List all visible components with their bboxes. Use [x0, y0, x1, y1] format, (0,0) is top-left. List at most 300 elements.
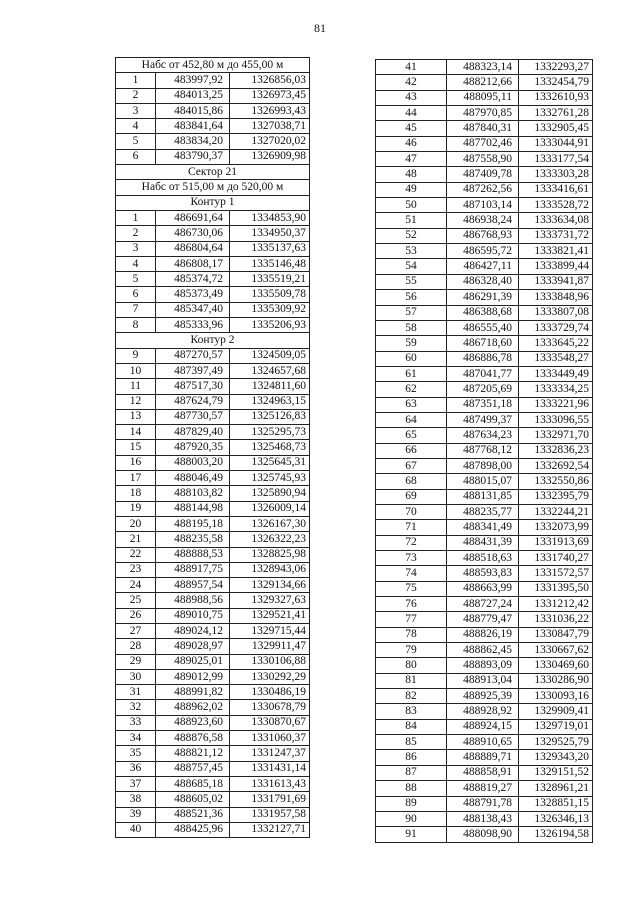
x-coordinate-cell: 486730,06 [156, 226, 230, 241]
point-number-cell: 85 [376, 735, 447, 750]
x-coordinate-cell: 487499,37 [447, 412, 519, 427]
y-coordinate-cell: 1329343,20 [519, 750, 593, 765]
table-row [376, 60, 593, 75]
x-coordinate-cell: 487041,77 [447, 366, 519, 381]
x-coordinate-cell: 486691,64 [156, 210, 230, 225]
x-coordinate-cell: 487558,90 [447, 152, 519, 167]
y-coordinate-cell: 1329525,79 [519, 735, 593, 750]
y-coordinate-cell: 1331060,37 [230, 731, 310, 746]
x-coordinate-cell: 487920,35 [156, 440, 230, 455]
y-coordinate-cell: 1331572,57 [519, 566, 593, 581]
table-row [116, 409, 310, 424]
table-row [116, 623, 310, 638]
table-row [116, 73, 310, 88]
table-row [376, 796, 593, 811]
x-coordinate-cell: 488663,99 [447, 581, 519, 596]
point-number-cell: 62 [376, 382, 447, 397]
y-coordinate-cell: 1325890,94 [230, 486, 310, 501]
x-coordinate-cell: 484013,25 [156, 88, 230, 103]
x-coordinate-cell: 488003,20 [156, 455, 230, 470]
table-row [116, 210, 310, 225]
point-number-cell: 22 [116, 547, 156, 562]
y-coordinate-cell: 1332761,28 [519, 106, 593, 121]
y-coordinate-cell: 1332905,45 [519, 121, 593, 136]
y-coordinate-cell: 1324509,05 [230, 348, 310, 363]
point-number-cell: 58 [376, 320, 447, 335]
point-number-cell: 14 [116, 425, 156, 440]
y-coordinate-cell: 1335137,63 [230, 241, 310, 256]
x-coordinate-cell: 488893,09 [447, 658, 519, 673]
y-coordinate-cell: 1331613,43 [230, 776, 310, 791]
x-coordinate-cell: 488212,66 [447, 75, 519, 90]
y-coordinate-cell: 1335309,92 [230, 302, 310, 317]
x-coordinate-cell: 489025,01 [156, 654, 230, 669]
coordinates-table-right-body [376, 60, 593, 843]
x-coordinate-cell: 488791,78 [447, 796, 519, 811]
y-coordinate-cell: 1331740,27 [519, 551, 593, 566]
y-coordinate-cell: 1332395,79 [519, 489, 593, 504]
y-coordinate-cell: 1328825,98 [230, 547, 310, 562]
table-row [376, 458, 593, 473]
point-number-cell: 70 [376, 504, 447, 519]
x-coordinate-cell: 489028,97 [156, 639, 230, 654]
point-number-cell: 44 [376, 106, 447, 121]
point-number-cell: 9 [116, 348, 156, 363]
point-number-cell: 1 [116, 210, 156, 225]
x-coordinate-cell: 488917,75 [156, 562, 230, 577]
y-coordinate-cell: 1334853,90 [230, 210, 310, 225]
table-row [376, 612, 593, 627]
section-header: Контур 1 [116, 195, 310, 210]
table-row [116, 532, 310, 547]
table-section-header-row [116, 180, 310, 195]
x-coordinate-cell: 485373,49 [156, 287, 230, 302]
table-row [376, 75, 593, 90]
x-coordinate-cell: 486768,93 [447, 228, 519, 243]
y-coordinate-cell: 1335206,93 [230, 318, 310, 333]
x-coordinate-cell: 488103,82 [156, 486, 230, 501]
y-coordinate-cell: 1331036,22 [519, 612, 593, 627]
x-coordinate-cell: 488819,27 [447, 781, 519, 796]
point-number-cell: 17 [116, 471, 156, 486]
y-coordinate-cell: 1330678,79 [230, 700, 310, 715]
point-number-cell: 1 [116, 73, 156, 88]
y-coordinate-cell: 1333729,74 [519, 320, 593, 335]
y-coordinate-cell: 1333177,54 [519, 152, 593, 167]
point-number-cell: 59 [376, 336, 447, 351]
y-coordinate-cell: 1333416,61 [519, 182, 593, 197]
x-coordinate-cell: 485333,96 [156, 318, 230, 333]
section-header: Сектор 21 [116, 165, 310, 180]
x-coordinate-cell: 487205,69 [447, 382, 519, 397]
table-row [376, 443, 593, 458]
y-coordinate-cell: 1328851,15 [519, 796, 593, 811]
x-coordinate-cell: 488323,14 [447, 60, 519, 75]
table-row [116, 807, 310, 822]
point-number-cell: 40 [116, 822, 156, 837]
table-row [376, 320, 593, 335]
y-coordinate-cell: 1328961,21 [519, 781, 593, 796]
x-coordinate-cell: 488779,47 [447, 612, 519, 627]
table-row [376, 719, 593, 734]
x-coordinate-cell: 487970,85 [447, 106, 519, 121]
y-coordinate-cell: 1333528,72 [519, 198, 593, 213]
y-coordinate-cell: 1333221,96 [519, 397, 593, 412]
y-coordinate-cell: 1335146,48 [230, 256, 310, 271]
coordinates-table-left [115, 57, 310, 838]
x-coordinate-cell: 488988,56 [156, 593, 230, 608]
y-coordinate-cell: 1331247,37 [230, 746, 310, 761]
table-row [116, 272, 310, 287]
y-coordinate-cell: 1332836,23 [519, 443, 593, 458]
point-number-cell: 82 [376, 689, 447, 704]
x-coordinate-cell: 488991,82 [156, 685, 230, 700]
y-coordinate-cell: 1326009,14 [230, 501, 310, 516]
table-row [376, 259, 593, 274]
point-number-cell: 48 [376, 167, 447, 182]
point-number-cell: 72 [376, 535, 447, 550]
y-coordinate-cell: 1335509,78 [230, 287, 310, 302]
table-row [376, 167, 593, 182]
x-coordinate-cell: 487624,79 [156, 394, 230, 409]
y-coordinate-cell: 1333821,41 [519, 244, 593, 259]
point-number-cell: 80 [376, 658, 447, 673]
y-coordinate-cell: 1333334,25 [519, 382, 593, 397]
table-row [116, 639, 310, 654]
x-coordinate-cell: 483997,92 [156, 73, 230, 88]
y-coordinate-cell: 1325295,73 [230, 425, 310, 440]
table-row [376, 106, 593, 121]
y-coordinate-cell: 1333941,87 [519, 274, 593, 289]
table-row [376, 827, 593, 842]
x-coordinate-cell: 488923,60 [156, 715, 230, 730]
point-number-cell: 20 [116, 516, 156, 531]
point-number-cell: 66 [376, 443, 447, 458]
y-coordinate-cell: 1327020,02 [230, 134, 310, 149]
y-coordinate-cell: 1331791,69 [230, 792, 310, 807]
point-number-cell: 18 [116, 486, 156, 501]
table-row [116, 562, 310, 577]
coordinates-table-right [375, 59, 593, 843]
y-coordinate-cell: 1324963,15 [230, 394, 310, 409]
x-coordinate-cell: 487262,56 [447, 182, 519, 197]
table-row [116, 501, 310, 516]
point-number-cell: 75 [376, 581, 447, 596]
point-number-cell: 46 [376, 136, 447, 151]
point-number-cell: 67 [376, 458, 447, 473]
x-coordinate-cell: 488095,11 [447, 90, 519, 105]
point-number-cell: 2 [116, 88, 156, 103]
point-number-cell: 42 [376, 75, 447, 90]
table-row [116, 516, 310, 531]
y-coordinate-cell: 1333044,91 [519, 136, 593, 151]
x-coordinate-cell: 488098,90 [447, 827, 519, 842]
point-number-cell: 79 [376, 643, 447, 658]
table-row [116, 746, 310, 761]
x-coordinate-cell: 486388,68 [447, 305, 519, 320]
x-coordinate-cell: 488888,53 [156, 547, 230, 562]
table-row [116, 134, 310, 149]
point-number-cell: 33 [116, 715, 156, 730]
point-number-cell: 81 [376, 673, 447, 688]
point-number-cell: 53 [376, 244, 447, 259]
y-coordinate-cell: 1324657,68 [230, 363, 310, 378]
x-coordinate-cell: 488195,18 [156, 516, 230, 531]
point-number-cell: 45 [376, 121, 447, 136]
point-number-cell: 90 [376, 811, 447, 826]
point-number-cell: 11 [116, 379, 156, 394]
point-number-cell: 25 [116, 593, 156, 608]
point-number-cell: 47 [376, 152, 447, 167]
x-coordinate-cell: 487768,12 [447, 443, 519, 458]
table-row [116, 486, 310, 501]
table-row [376, 750, 593, 765]
y-coordinate-cell: 1331431,14 [230, 761, 310, 776]
point-number-cell: 5 [116, 134, 156, 149]
x-coordinate-cell: 488925,39 [447, 689, 519, 704]
y-coordinate-cell: 1333645,22 [519, 336, 593, 351]
x-coordinate-cell: 487270,57 [156, 348, 230, 363]
x-coordinate-cell: 488235,58 [156, 532, 230, 547]
y-coordinate-cell: 1333303,28 [519, 167, 593, 182]
point-number-cell: 68 [376, 474, 447, 489]
x-coordinate-cell: 488131,85 [447, 489, 519, 504]
table-row [116, 547, 310, 562]
x-coordinate-cell: 488144,98 [156, 501, 230, 516]
table-row [376, 520, 593, 535]
point-number-cell: 3 [116, 103, 156, 118]
point-number-cell: 4 [116, 256, 156, 271]
x-coordinate-cell: 486595,72 [447, 244, 519, 259]
x-coordinate-cell: 488341,49 [447, 520, 519, 535]
y-coordinate-cell: 1332971,70 [519, 428, 593, 443]
page-number: 81 [314, 21, 326, 35]
x-coordinate-cell: 487898,00 [447, 458, 519, 473]
table-row [116, 256, 310, 271]
point-number-cell: 76 [376, 597, 447, 612]
x-coordinate-cell: 487702,46 [447, 136, 519, 151]
table-row [376, 412, 593, 427]
table-row [376, 382, 593, 397]
y-coordinate-cell: 1325745,93 [230, 471, 310, 486]
table-row [116, 440, 310, 455]
y-coordinate-cell: 1332244,21 [519, 504, 593, 519]
point-number-cell: 77 [376, 612, 447, 627]
table-row [116, 348, 310, 363]
point-number-cell: 27 [116, 623, 156, 638]
x-coordinate-cell: 488821,12 [156, 746, 230, 761]
point-number-cell: 89 [376, 796, 447, 811]
x-coordinate-cell: 487409,78 [447, 167, 519, 182]
table-row [376, 597, 593, 612]
table-row [376, 305, 593, 320]
table-row [116, 608, 310, 623]
table-row [376, 351, 593, 366]
table-section-header-row [116, 165, 310, 180]
point-number-cell: 6 [116, 149, 156, 164]
point-number-cell: 6 [116, 287, 156, 302]
point-number-cell: 39 [116, 807, 156, 822]
y-coordinate-cell: 1332073,99 [519, 520, 593, 535]
point-number-cell: 24 [116, 578, 156, 593]
y-coordinate-cell: 1329151,52 [519, 765, 593, 780]
y-coordinate-cell: 1326973,45 [230, 88, 310, 103]
table-row [376, 673, 593, 688]
point-number-cell: 35 [116, 746, 156, 761]
point-number-cell: 55 [376, 274, 447, 289]
table-row [116, 425, 310, 440]
table-row [376, 504, 593, 519]
y-coordinate-cell: 1326856,03 [230, 73, 310, 88]
table-row [376, 643, 593, 658]
y-coordinate-cell: 1332127,71 [230, 822, 310, 837]
y-coordinate-cell: 1326909,98 [230, 149, 310, 164]
x-coordinate-cell: 488957,54 [156, 578, 230, 593]
point-number-cell: 30 [116, 669, 156, 684]
x-coordinate-cell: 488593,83 [447, 566, 519, 581]
x-coordinate-cell: 486291,39 [447, 290, 519, 305]
table-section-header-row [116, 58, 310, 73]
table-row [116, 685, 310, 700]
point-number-cell: 84 [376, 719, 447, 734]
x-coordinate-cell: 488826,19 [447, 627, 519, 642]
table-row [116, 363, 310, 378]
y-coordinate-cell: 1326167,30 [230, 516, 310, 531]
table-row [376, 474, 593, 489]
x-coordinate-cell: 488518,63 [447, 551, 519, 566]
y-coordinate-cell: 1330870,67 [230, 715, 310, 730]
point-number-cell: 74 [376, 566, 447, 581]
point-number-cell: 26 [116, 608, 156, 623]
y-coordinate-cell: 1330286,90 [519, 673, 593, 688]
table-row [376, 336, 593, 351]
table-row [116, 226, 310, 241]
y-coordinate-cell: 1331957,58 [230, 807, 310, 822]
y-coordinate-cell: 1330667,62 [519, 643, 593, 658]
y-coordinate-cell: 1325645,31 [230, 455, 310, 470]
x-coordinate-cell: 486808,17 [156, 256, 230, 271]
x-coordinate-cell: 486938,24 [447, 213, 519, 228]
y-coordinate-cell: 1334950,37 [230, 226, 310, 241]
table-row [116, 761, 310, 776]
x-coordinate-cell: 487103,14 [447, 198, 519, 213]
x-coordinate-cell: 488928,92 [447, 704, 519, 719]
table-row [116, 88, 310, 103]
y-coordinate-cell: 1330847,79 [519, 627, 593, 642]
y-coordinate-cell: 1333807,08 [519, 305, 593, 320]
table-row [376, 182, 593, 197]
table-row [116, 578, 310, 593]
point-number-cell: 28 [116, 639, 156, 654]
y-coordinate-cell: 1325468,73 [230, 440, 310, 455]
table-row [116, 119, 310, 134]
table-row [376, 366, 593, 381]
x-coordinate-cell: 488685,18 [156, 776, 230, 791]
table-row [116, 379, 310, 394]
point-number-cell: 78 [376, 627, 447, 642]
point-number-cell: 83 [376, 704, 447, 719]
point-number-cell: 61 [376, 366, 447, 381]
y-coordinate-cell: 1326346,13 [519, 811, 593, 826]
table-row [376, 121, 593, 136]
table-row [376, 689, 593, 704]
table-row [376, 566, 593, 581]
table-row [116, 654, 310, 669]
table-row [376, 535, 593, 550]
point-number-cell: 71 [376, 520, 447, 535]
y-coordinate-cell: 1330469,60 [519, 658, 593, 673]
table-row [376, 90, 593, 105]
section-header: Набс от 452,80 м до 455,00 м [116, 58, 310, 73]
y-coordinate-cell: 1332454,79 [519, 75, 593, 90]
y-coordinate-cell: 1335519,21 [230, 272, 310, 287]
table-row [116, 318, 310, 333]
coordinates-table-left-body [116, 58, 310, 838]
point-number-cell: 3 [116, 241, 156, 256]
x-coordinate-cell: 488138,43 [447, 811, 519, 826]
y-coordinate-cell: 1332692,54 [519, 458, 593, 473]
point-number-cell: 10 [116, 363, 156, 378]
table-row [376, 581, 593, 596]
point-number-cell: 73 [376, 551, 447, 566]
table-row [116, 103, 310, 118]
x-coordinate-cell: 488605,02 [156, 792, 230, 807]
table-row [376, 152, 593, 167]
x-coordinate-cell: 483834,20 [156, 134, 230, 149]
y-coordinate-cell: 1330292,29 [230, 669, 310, 684]
x-coordinate-cell: 487730,57 [156, 409, 230, 424]
x-coordinate-cell: 488913,04 [447, 673, 519, 688]
x-coordinate-cell: 487351,18 [447, 397, 519, 412]
point-number-cell: 32 [116, 700, 156, 715]
x-coordinate-cell: 488910,65 [447, 735, 519, 750]
table-row [376, 228, 593, 243]
y-coordinate-cell: 1329327,63 [230, 593, 310, 608]
point-number-cell: 60 [376, 351, 447, 366]
y-coordinate-cell: 1326194,58 [519, 827, 593, 842]
x-coordinate-cell: 487517,30 [156, 379, 230, 394]
table-row [116, 149, 310, 164]
x-coordinate-cell: 483841,64 [156, 119, 230, 134]
y-coordinate-cell: 1333731,72 [519, 228, 593, 243]
x-coordinate-cell: 489012,99 [156, 669, 230, 684]
point-number-cell: 64 [376, 412, 447, 427]
point-number-cell: 15 [116, 440, 156, 455]
x-coordinate-cell: 488431,39 [447, 535, 519, 550]
x-coordinate-cell: 488858,91 [447, 765, 519, 780]
table-row [376, 735, 593, 750]
x-coordinate-cell: 489010,75 [156, 608, 230, 623]
table-row [116, 471, 310, 486]
point-number-cell: 13 [116, 409, 156, 424]
point-number-cell: 63 [376, 397, 447, 412]
point-number-cell: 36 [116, 761, 156, 776]
point-number-cell: 87 [376, 765, 447, 780]
table-row [116, 669, 310, 684]
x-coordinate-cell: 488235,77 [447, 504, 519, 519]
table-row [376, 198, 593, 213]
x-coordinate-cell: 488862,45 [447, 643, 519, 658]
x-coordinate-cell: 485374,72 [156, 272, 230, 287]
table-row [116, 455, 310, 470]
x-coordinate-cell: 486427,11 [447, 259, 519, 274]
x-coordinate-cell: 488924,15 [447, 719, 519, 734]
y-coordinate-cell: 1333548,27 [519, 351, 593, 366]
x-coordinate-cell: 488889,71 [447, 750, 519, 765]
y-coordinate-cell: 1324811,60 [230, 379, 310, 394]
point-number-cell: 23 [116, 562, 156, 577]
y-coordinate-cell: 1329719,01 [519, 719, 593, 734]
